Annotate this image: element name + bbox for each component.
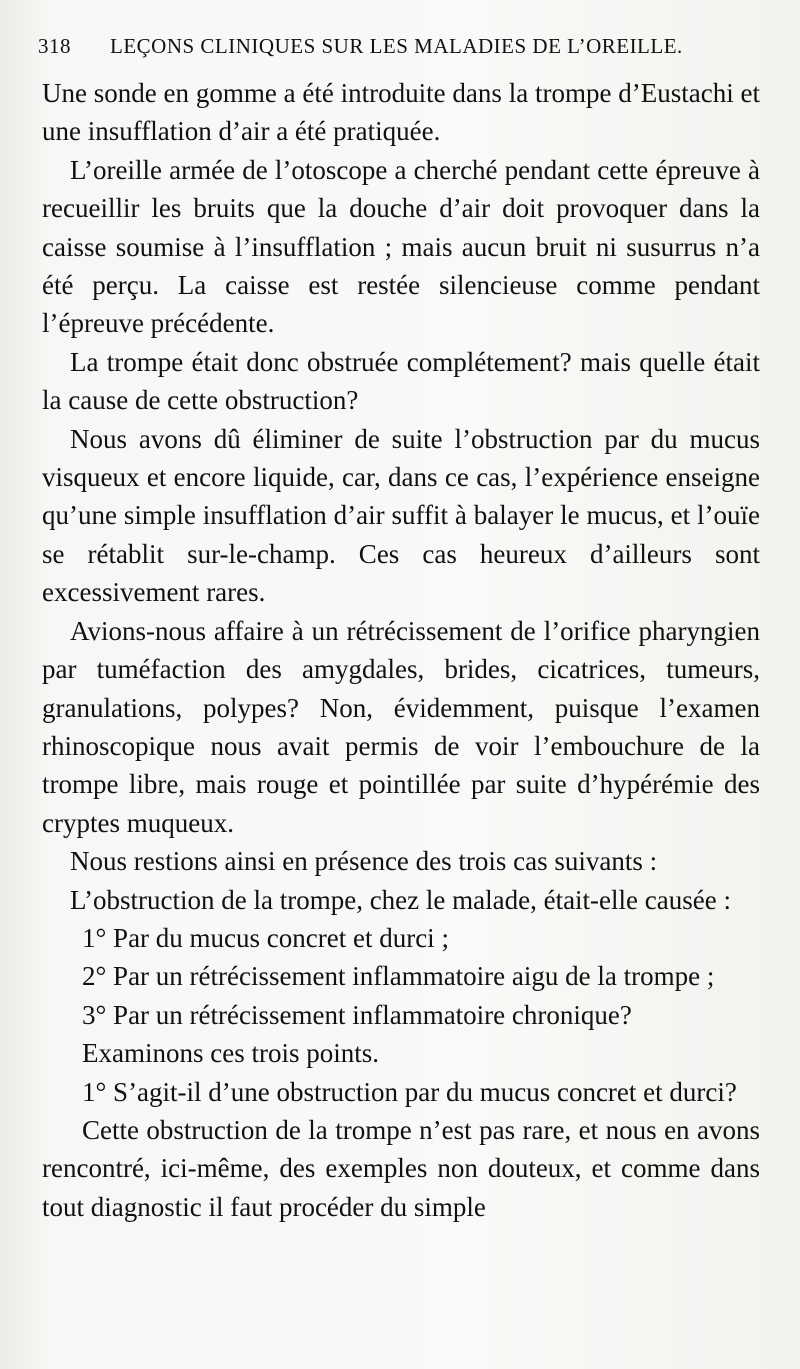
paragraph: L’oreille armée de l’otoscope a cherché pendant cette épreuve à recueillir les bruits que la douche d’air doit provoquer dans la caisse soumise à l’insufflation ; mais aucun bruit ni susurrus n’a été perçu. La caisse est restée silencieuse comme pendant l’épreuve précédente. <box>42 154 760 339</box>
running-header <box>38 34 778 64</box>
paragraph: 1° S’agit-il d’une obstruction par du mucus concret et durci? <box>82 1076 737 1107</box>
paragraph: Examinons ces trois points. <box>82 1038 379 1069</box>
body-text <box>42 74 760 1226</box>
list-item: 2° Par un rétrécissement inflammatoire aigu de la trompe ; <box>82 961 715 992</box>
list-item: 3° Par un rétrécissement inflammatoire chronique? <box>82 999 632 1030</box>
page-number: 318 <box>38 34 71 58</box>
paragraph: Avions-nous affaire à un rétrécissement de l’orifice pharyngien par tuméfaction des amygdales, brides, cicatrices, tumeurs, granulations, polypes? Non, évidemment, puisque l’examen rhinoscopique nous avait permis de voir l’embouchure de la trompe libre, mais rouge et pointillée par suite d’hypérémie des cryptes muqueux. <box>42 615 760 838</box>
list-item: 1° Par du mucus concret et durci ; <box>82 922 449 953</box>
paragraph: La trompe était donc obstruée complétement? mais quelle était la cause de cette obstruction? <box>42 346 760 416</box>
running-title: LEÇONS CLINIQUES SUR LES MALADIES DE L’OREILLE. <box>110 34 683 58</box>
paragraph: L’obstruction de la trompe, chez le malade, était-elle causée : <box>70 884 731 915</box>
paragraph: Nous restions ainsi en présence des trois cas suivants : <box>70 846 658 877</box>
paragraph: Une sonde en gomme a été introduite dans la trompe d’Eustachi et une insufflation d’air a été pratiquée. <box>42 78 760 147</box>
paragraph: Cette obstruction de la trompe n’est pas rare, et nous en avons rencontré, ici-même, des exemples non douteux, et comme dans tout diagnostic il faut procéder du simple <box>42 1114 760 1222</box>
paragraph: Nous avons dû éliminer de suite l’obstruction par du mucus visqueux et encore liquide, car, dans ce cas, l’expérience enseigne qu’une simple insufflation d’air suffit à balayer le mucus, et l’ouïe se rétablit sur-le-champ. Ces cas heureux d’ailleurs sont excessivement rares. <box>42 423 760 608</box>
